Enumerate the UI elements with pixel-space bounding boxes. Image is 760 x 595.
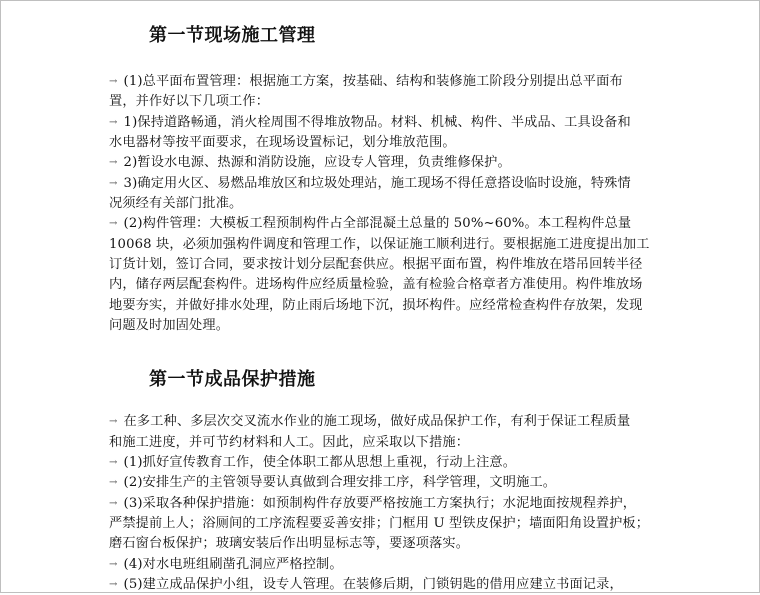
paragraph-line: 地要夯实，并做好排水处理，防止雨后场地下沉，损坏构件。应经常检查构件存放架，发现 bbox=[109, 298, 643, 313]
paragraph-line: 和施工进度，并可节约材料和人工。因此，应采取以下措施： bbox=[109, 435, 470, 450]
arrow-icon: → bbox=[109, 218, 118, 229]
paragraph-line: → 1)保持道路畅通，消火栓周围不得堆放物品。材料、机械、构件、半成品、工具设备和 bbox=[109, 115, 631, 130]
paragraph-line: 10068 块，必须加强构件调度和管理工作，以保证施工顺利进行。要根据施工进度提出加工 bbox=[109, 237, 650, 252]
paragraph-line: → 2)暂设水电源、热源和消防设施，应设专人管理，负责维修保护。 bbox=[109, 155, 511, 170]
section-heading-site-management: 第一节现场施工管理 bbox=[149, 25, 316, 46]
paragraph-line: → (2)安排生产的主管领导要认真做到合理安排工序，科学管理，文明施工。 bbox=[109, 475, 557, 490]
paragraph-line: → 在多工种、多层次交叉流水作业的施工现场，做好成品保护工作，有利于保证工程质量 bbox=[109, 414, 631, 429]
arrow-icon: → bbox=[109, 579, 118, 590]
arrow-icon: → bbox=[109, 416, 118, 427]
arrow-icon: → bbox=[109, 559, 118, 570]
paragraph-line: → (5)建立成品保护小组，设专人管理。在装修后期，门锁钥匙的借用应建立书面记录， bbox=[109, 577, 623, 592]
arrow-icon: → bbox=[109, 498, 118, 509]
paragraph-line: 水电器材等按平面要求，在现场设置标记，划分堆放范围。 bbox=[109, 135, 456, 150]
paragraph-line: 况须经有关部门批准。 bbox=[109, 196, 243, 211]
section-heading-product-protection: 第一节成品保护措施 bbox=[149, 369, 316, 390]
paragraph-line: 磨石窗台板保护；玻璃安装后作出明显标志等，要逐项落实。 bbox=[109, 536, 470, 551]
arrow-icon: → bbox=[109, 157, 118, 168]
paragraph-line: → (1)抓好宣传教育工作，使全体职工都从思想上重视，行动上注意。 bbox=[109, 455, 517, 470]
paragraph-line: 问题及时加固处理。 bbox=[109, 318, 230, 333]
arrow-icon: → bbox=[109, 178, 118, 189]
paragraph-line: → (1)总平面布置管理：根据施工方案，按基础、结构和装修施工阶段分别提出总平面布 bbox=[109, 74, 623, 89]
paragraph-line: → (4)对水电班组刷凿孔洞应严格控制。 bbox=[109, 557, 343, 572]
arrow-icon: → bbox=[109, 477, 118, 488]
paragraph-line: → 3)确定用火区、易燃品堆放区和垃圾处理站，施工现场不得任意搭设临时设施，特殊情 bbox=[109, 176, 631, 191]
arrow-icon: → bbox=[109, 76, 118, 87]
paragraph-line: 内，储存两层配套构件。进场构件应经质量检验，盖有检验合格章者方准使用。构件堆放场 bbox=[109, 277, 643, 292]
paragraph-line: 订货计划，签订合同，要求按计划分层配套供应。根据平面布置，构件堆放在塔吊回转半径 bbox=[109, 257, 643, 272]
paragraph-line: → (3)采取各种保护措施：如预制构件存放要严格按施工方案执行；水泥地面按规程养护， bbox=[109, 496, 637, 511]
arrow-icon: → bbox=[109, 457, 118, 468]
paragraph-line: 严禁提前上人；浴厕间的工序流程要妥善安排；门框用 U 型铁皮保护；墙面阳角设置护板； bbox=[109, 516, 650, 531]
paragraph-line: → (2)构件管理：大模板工程预制构件占全部混凝土总量的 50%~60%。本工程构件总量 bbox=[109, 216, 632, 231]
paragraph-line: 置，并作好以下几项工作： bbox=[109, 94, 270, 109]
arrow-icon: → bbox=[109, 117, 118, 128]
